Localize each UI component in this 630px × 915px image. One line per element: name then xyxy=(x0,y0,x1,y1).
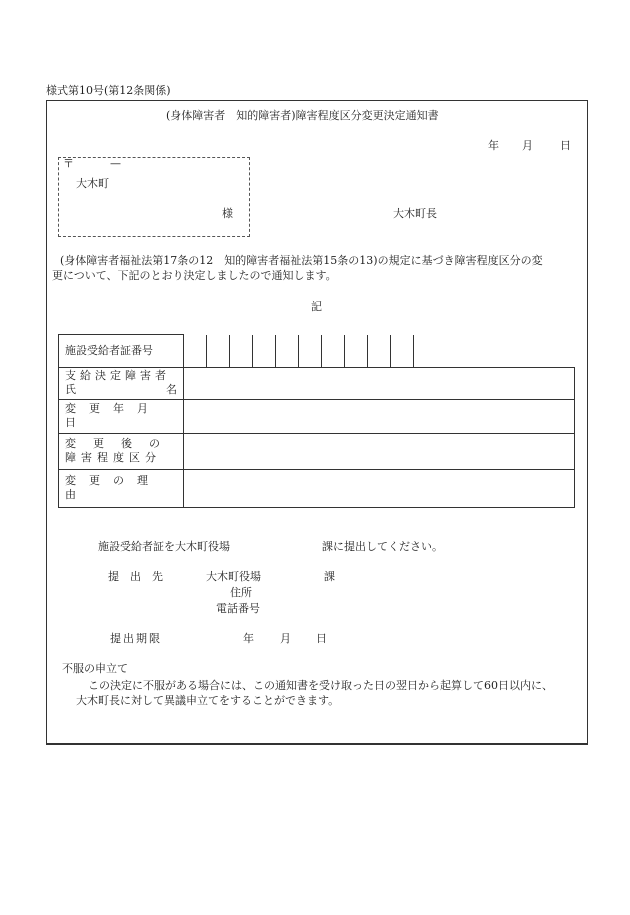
certificate-number-digits[interactable] xyxy=(184,335,415,368)
postal-mark: 〒 xyxy=(63,157,74,170)
digit-box[interactable] xyxy=(207,335,230,367)
label-change-date-text: 変更年月日 xyxy=(65,402,161,429)
recipient-name-value[interactable] xyxy=(184,367,575,399)
label-recipient-mei: 名 xyxy=(166,383,177,396)
form-number: 様式第10号(第12条関係) xyxy=(46,84,171,97)
address-town: 大木町 xyxy=(76,177,109,190)
table-row xyxy=(59,433,575,469)
label-certificate-number-text: 施設受給者証番号 xyxy=(65,343,153,357)
label-certificate-number xyxy=(59,335,184,368)
change-reason-value[interactable] xyxy=(184,469,575,507)
info-table xyxy=(58,334,575,508)
table-row xyxy=(59,367,575,399)
label-new-category-line2: 障害程度区分 xyxy=(65,451,161,464)
body-text-line1: (身体障害者福祉法第17条の12 知的障害者福祉法第15条の13)の規定に基づき障害程度区分の変 xyxy=(60,254,543,267)
appeal-line1: この決定に不服がある場合には、この通知書を受け取った日の翌日から起算して60日以内に、 xyxy=(88,679,553,692)
ki-heading: 記 xyxy=(311,300,322,313)
submit-sentence-part2: 課に提出してください。 xyxy=(322,540,443,553)
destination-value: 大木町役場 xyxy=(206,570,261,583)
label-change-date xyxy=(59,399,184,433)
address-box xyxy=(58,157,250,237)
destination-address-label: 住所 xyxy=(230,586,252,599)
digit-box[interactable] xyxy=(184,335,207,367)
deadline-year: 年 xyxy=(243,632,254,645)
deadline-label: 提出期限 xyxy=(110,632,162,645)
digit-box[interactable] xyxy=(276,335,299,367)
digits-spacer xyxy=(414,335,575,368)
digit-box[interactable] xyxy=(322,335,345,367)
table-row xyxy=(59,469,575,507)
label-new-category xyxy=(59,433,184,469)
digit-box[interactable] xyxy=(230,335,253,367)
digit-box[interactable] xyxy=(391,335,414,367)
digit-box[interactable] xyxy=(345,335,368,367)
digit-box[interactable] xyxy=(299,335,322,367)
body-text-line2: 更について、下記のとおり決定しましたので通知します。 xyxy=(52,269,337,282)
date-day: 日 xyxy=(560,139,571,152)
date-month: 月 xyxy=(522,139,533,152)
label-new-category-line1: 変更後の xyxy=(65,437,177,450)
label-change-reason-text: 変更の理由 xyxy=(65,474,161,501)
new-category-value[interactable] xyxy=(184,433,575,469)
table-row xyxy=(59,335,575,368)
submit-sentence-part1: 施設受給者証を大木町役場 xyxy=(98,540,230,553)
digit-box[interactable] xyxy=(368,335,391,367)
destination-ka: 課 xyxy=(324,570,335,583)
postal-dash: — xyxy=(110,157,121,170)
appeal-heading: 不服の申立て xyxy=(62,662,128,675)
label-recipient-name xyxy=(59,367,184,399)
table-row xyxy=(59,399,575,433)
date-year: 年 xyxy=(488,139,499,152)
destination-phone-label: 電話番号 xyxy=(216,602,260,615)
change-date-value[interactable] xyxy=(184,399,575,433)
appeal-line2: 大木町長に対して異議申立てをすることができます。 xyxy=(76,694,340,707)
deadline-month: 月 xyxy=(280,632,291,645)
digit-box[interactable] xyxy=(253,335,276,367)
deadline-day: 日 xyxy=(316,632,327,645)
destination-label: 提 出 先 xyxy=(108,570,163,583)
document-title: (身体障害者 知的障害者)障害程度区分変更決定通知書 xyxy=(166,109,439,122)
label-change-reason xyxy=(59,469,184,507)
label-recipient-line1: 支給決定障害者 xyxy=(65,369,170,382)
recipient-sama: 様 xyxy=(222,207,233,220)
issuer-name: 大木町長 xyxy=(393,207,437,220)
label-recipient-shi: 氏 xyxy=(65,383,76,396)
